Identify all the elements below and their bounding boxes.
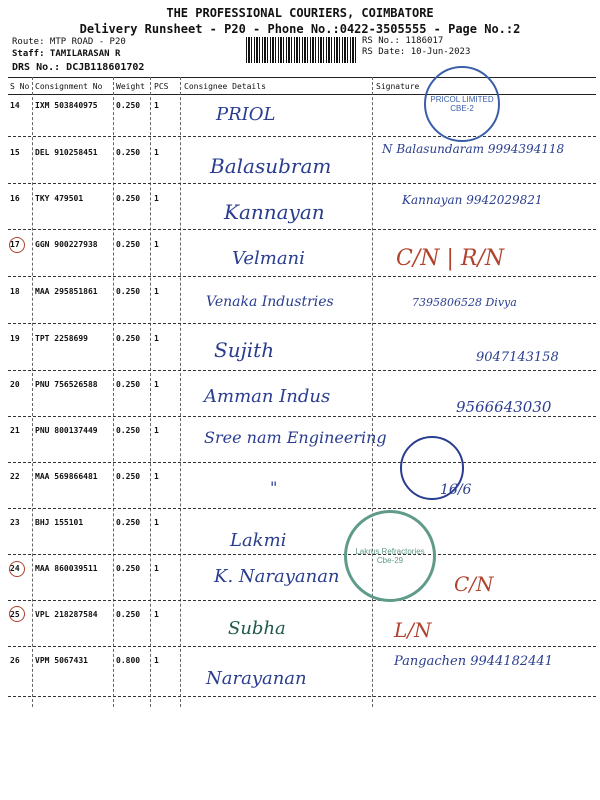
col-header-weight: Weight: [116, 82, 145, 91]
handwritten-signature: L/N: [394, 618, 432, 642]
row-pcs: 1: [154, 472, 159, 481]
row-consignment-no: MAA 569866481: [35, 472, 98, 481]
handwritten-signature: Pangachen 9944182441: [394, 654, 553, 669]
row-divider: [8, 276, 596, 277]
handwritten-consignee: PRIOL: [216, 104, 276, 125]
row-pcs: 1: [154, 240, 159, 249]
header-rule-bottom: [8, 94, 596, 95]
handwritten-signature: C/N: [454, 572, 494, 596]
column-divider: [32, 77, 33, 707]
row-consignment-no: PNU 800137449: [35, 426, 98, 435]
row-divider: [8, 136, 596, 137]
handwritten-consignee: Subha: [228, 618, 286, 639]
row-divider: [8, 508, 596, 509]
row-consignment-no: DEL 910258451: [35, 148, 98, 157]
row-weight: 0.250: [116, 518, 141, 527]
company-title: THE PROFESSIONAL COURIERS, COIMBATORE: [166, 6, 434, 20]
row-sno: 22: [10, 472, 20, 481]
row-sno: 25: [10, 610, 20, 619]
row-pcs: 1: [154, 518, 159, 527]
handwritten-consignee: Kannayan: [224, 200, 325, 224]
col-header-pcs: PCS: [154, 82, 169, 91]
row-pcs: 1: [154, 564, 159, 573]
col-header-consignee: Consignee Details: [184, 82, 266, 91]
handwritten-signature: C/N | R/N: [396, 246, 505, 271]
row-pcs: 1: [154, 194, 159, 203]
row-pcs: 1: [154, 334, 159, 343]
row-divider: [8, 462, 596, 463]
handwritten-consignee: Balasubram: [210, 154, 332, 178]
handwritten-consignee: Sree nam Engineering: [204, 428, 387, 447]
row-sno: 26: [10, 656, 20, 665]
handwritten-signature: 9047143158: [476, 350, 559, 365]
row-weight: 0.250: [116, 426, 141, 435]
row-divider: [8, 370, 596, 371]
handwritten-signature: 9566643030: [456, 398, 552, 416]
row-weight: 0.250: [116, 472, 141, 481]
handwritten-signature: 7395806528 Divya: [412, 296, 517, 309]
handwritten-consignee: K. Narayanan: [214, 566, 340, 587]
row-weight: 0.250: [116, 148, 141, 157]
handwritten-consignee: Velmani: [232, 248, 305, 269]
barcode: [246, 37, 356, 63]
drs-number: DRS No.: DCJB118601702: [12, 62, 145, 73]
rs-date: RS Date: 10-Jun-2023: [362, 47, 471, 57]
row-weight: 0.800: [116, 656, 141, 665]
row-consignment-no: VPL 218287584: [35, 610, 98, 619]
handwritten-signature: 16/6: [440, 482, 472, 498]
row-sno: 14: [10, 101, 20, 110]
row-sno: 15: [10, 148, 20, 157]
lakrus-stamp: [344, 510, 436, 602]
row-sno: 19: [10, 334, 20, 343]
row-weight: 0.250: [116, 564, 141, 573]
staff-label: Staff: TAMILARASAN R: [12, 49, 121, 59]
row-pcs: 1: [154, 656, 159, 665]
row-consignment-no: TPT 2258699: [35, 334, 88, 343]
column-divider: [180, 77, 181, 707]
row-pcs: 1: [154, 101, 159, 110]
round-signature-stamp: [400, 436, 464, 500]
pricol-stamp: [424, 66, 500, 142]
row-weight: 0.250: [116, 240, 141, 249]
row-sno: 18: [10, 287, 20, 296]
row-pcs: 1: [154, 426, 159, 435]
row-divider: [8, 696, 596, 697]
row-sno: 23: [10, 518, 20, 527]
column-divider: [113, 77, 114, 707]
row-pcs: 1: [154, 610, 159, 619]
runsheet-subtitle: Delivery Runsheet - P20 - Phone No.:0422-3505555 - Page No.:2: [79, 22, 521, 36]
row-weight: 0.250: [116, 101, 141, 110]
row-sno: 21: [10, 426, 20, 435]
row-sno: 16: [10, 194, 20, 203]
row-divider: [8, 646, 596, 647]
handwritten-consignee: Venaka Industries: [206, 294, 334, 310]
row-weight: 0.250: [116, 194, 141, 203]
row-pcs: 1: [154, 287, 159, 296]
row-consignment-no: TKY 479501: [35, 194, 84, 203]
col-header-sno: S No: [10, 82, 30, 91]
row-weight: 0.250: [116, 334, 141, 343]
row-consignment-no: IXM 503840975: [35, 101, 98, 110]
route-label: Route: MTP ROAD - P20: [12, 37, 126, 47]
handwritten-signature: Kannayan 9942029821: [402, 193, 543, 207]
row-divider: [8, 323, 596, 324]
handwritten-consignee: ": [270, 478, 278, 497]
handwritten-consignee: Amman Indus: [204, 386, 331, 407]
col-header-consignment: Consignment No: [35, 82, 103, 91]
row-weight: 0.250: [116, 610, 141, 619]
row-consignment-no: PNU 756526588: [35, 380, 98, 389]
handwritten-signature: N Balasundaram 9994394118: [382, 142, 565, 156]
pricol-stamp-text: PRICOL LIMITED CBE-2: [430, 95, 494, 113]
header-rule-top: [8, 77, 596, 78]
row-consignment-no: VPM 5067431: [35, 656, 88, 665]
row-divider: [8, 229, 596, 230]
row-divider: [8, 600, 596, 601]
column-divider: [372, 77, 373, 707]
row-consignment-no: BHJ 155101: [35, 518, 84, 527]
row-divider: [8, 554, 596, 555]
row-divider: [8, 183, 596, 184]
row-sno: 24: [10, 564, 20, 573]
row-sno: 17: [10, 240, 20, 249]
handwritten-consignee: Sujith: [214, 338, 275, 362]
row-weight: 0.250: [116, 287, 141, 296]
column-divider: [150, 77, 151, 707]
row-consignment-no: MAA 860039511: [35, 564, 98, 573]
handwritten-consignee: Narayanan: [206, 668, 307, 689]
rs-number: RS No.: 1186017: [362, 36, 444, 46]
row-weight: 0.250: [116, 380, 141, 389]
handwritten-consignee: Lakmi: [230, 530, 287, 551]
lakrus-stamp-text: Lakrus Refractories Cbe-29: [355, 547, 425, 565]
row-divider: [8, 416, 596, 417]
row-pcs: 1: [154, 148, 159, 157]
row-consignment-no: GGN 900227938: [35, 240, 98, 249]
col-header-signature: Signature: [376, 82, 420, 91]
row-pcs: 1: [154, 380, 159, 389]
row-consignment-no: MAA 295851861: [35, 287, 98, 296]
row-sno: 20: [10, 380, 20, 389]
